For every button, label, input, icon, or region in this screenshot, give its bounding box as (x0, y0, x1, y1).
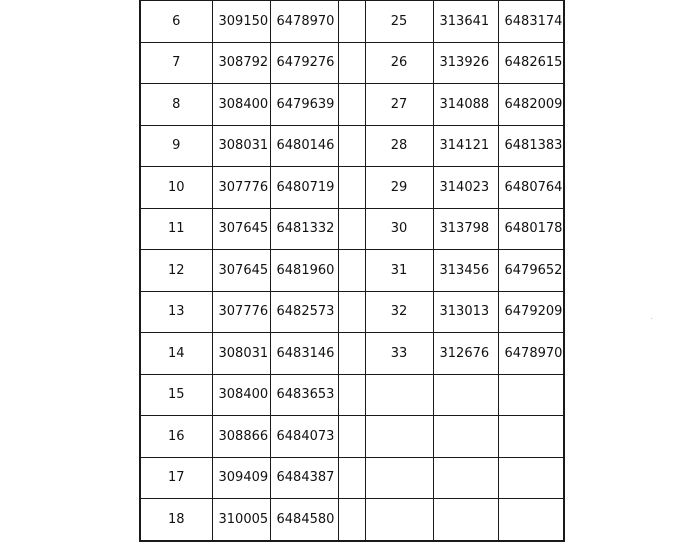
easting-cell: 307776 (212, 167, 270, 209)
northing-cell: 6484580 (270, 499, 338, 541)
separator-cell (338, 42, 365, 84)
northing-cell: 6482573 (270, 291, 338, 333)
point-number-cell: 18 (140, 499, 212, 541)
table-row (140, 457, 564, 499)
point-number-cell: 17 (140, 457, 212, 499)
table-row (140, 374, 564, 416)
table-row (140, 167, 564, 209)
point-number-cell: 7 (140, 42, 212, 84)
separator-cell (338, 0, 365, 42)
point-number-cell: 8 (140, 84, 212, 126)
table-row (140, 0, 564, 42)
point-number-cell (365, 416, 433, 458)
point-number-cell: 33 (365, 333, 433, 375)
northing-cell: 6479209 (498, 291, 564, 333)
table-row (140, 416, 564, 458)
scan-speck (651, 318, 652, 319)
point-number-cell: 30 (365, 208, 433, 250)
point-number-cell: 11 (140, 208, 212, 250)
easting-cell: 313641 (433, 0, 498, 42)
northing-cell: 6483653 (270, 374, 338, 416)
point-number-cell: 6 (140, 0, 212, 42)
point-number-cell: 10 (140, 167, 212, 209)
coordinates-table-body (140, 0, 564, 541)
easting-cell: 308400 (212, 374, 270, 416)
point-number-cell: 16 (140, 416, 212, 458)
easting-cell (433, 499, 498, 541)
easting-cell: 314121 (433, 125, 498, 167)
easting-cell: 313798 (433, 208, 498, 250)
northing-cell: 6481960 (270, 250, 338, 292)
easting-cell: 309409 (212, 457, 270, 499)
table-row (140, 125, 564, 167)
separator-cell (338, 333, 365, 375)
separator-cell (338, 457, 365, 499)
easting-cell: 312676 (433, 333, 498, 375)
easting-cell: 308792 (212, 42, 270, 84)
easting-cell: 309150 (212, 0, 270, 42)
separator-cell (338, 125, 365, 167)
point-number-cell: 32 (365, 291, 433, 333)
separator-cell (338, 291, 365, 333)
separator-cell (338, 167, 365, 209)
table-row (140, 42, 564, 84)
easting-cell: 314088 (433, 84, 498, 126)
point-number-cell: 29 (365, 167, 433, 209)
northing-cell: 6480146 (270, 125, 338, 167)
northing-cell: 6481383 (498, 125, 564, 167)
northing-cell: 6482615 (498, 42, 564, 84)
northing-cell: 6480764 (498, 167, 564, 209)
northing-cell (498, 374, 564, 416)
table-row (140, 208, 564, 250)
separator-cell (338, 374, 365, 416)
northing-cell (498, 499, 564, 541)
separator-cell (338, 416, 365, 458)
table-row (140, 291, 564, 333)
northing-cell: 6478970 (498, 333, 564, 375)
easting-cell: 308866 (212, 416, 270, 458)
easting-cell: 314023 (433, 167, 498, 209)
point-number-cell: 14 (140, 333, 212, 375)
point-number-cell (365, 374, 433, 416)
northing-cell: 6483146 (270, 333, 338, 375)
point-number-cell: 26 (365, 42, 433, 84)
easting-cell: 307645 (212, 208, 270, 250)
northing-cell: 6480178 (498, 208, 564, 250)
northing-cell: 6484387 (270, 457, 338, 499)
northing-cell: 6479652 (498, 250, 564, 292)
table-row (140, 84, 564, 126)
point-number-cell (365, 499, 433, 541)
table-row (140, 499, 564, 541)
easting-cell: 308031 (212, 125, 270, 167)
easting-cell (433, 374, 498, 416)
table-row (140, 250, 564, 292)
point-number-cell: 13 (140, 291, 212, 333)
point-number-cell: 15 (140, 374, 212, 416)
northing-cell: 6484073 (270, 416, 338, 458)
easting-cell: 313013 (433, 291, 498, 333)
easting-cell: 310005 (212, 499, 270, 541)
coordinates-table (139, 0, 565, 542)
easting-cell: 313456 (433, 250, 498, 292)
point-number-cell: 12 (140, 250, 212, 292)
table-row (140, 333, 564, 375)
northing-cell: 6481332 (270, 208, 338, 250)
easting-cell (433, 416, 498, 458)
point-number-cell: 27 (365, 84, 433, 126)
easting-cell: 308031 (212, 333, 270, 375)
easting-cell (433, 457, 498, 499)
point-number-cell: 28 (365, 125, 433, 167)
northing-cell: 6482009 (498, 84, 564, 126)
easting-cell: 307776 (212, 291, 270, 333)
separator-cell (338, 208, 365, 250)
northing-cell (498, 416, 564, 458)
northing-cell: 6480719 (270, 167, 338, 209)
northing-cell (498, 457, 564, 499)
northing-cell: 6479276 (270, 42, 338, 84)
easting-cell: 313926 (433, 42, 498, 84)
separator-cell (338, 250, 365, 292)
northing-cell: 6483174 (498, 0, 564, 42)
northing-cell: 6478970 (270, 0, 338, 42)
point-number-cell: 31 (365, 250, 433, 292)
separator-cell (338, 84, 365, 126)
northing-cell: 6479639 (270, 84, 338, 126)
point-number-cell: 25 (365, 0, 433, 42)
easting-cell: 307645 (212, 250, 270, 292)
separator-cell (338, 499, 365, 541)
easting-cell: 308400 (212, 84, 270, 126)
point-number-cell: 9 (140, 125, 212, 167)
point-number-cell (365, 457, 433, 499)
